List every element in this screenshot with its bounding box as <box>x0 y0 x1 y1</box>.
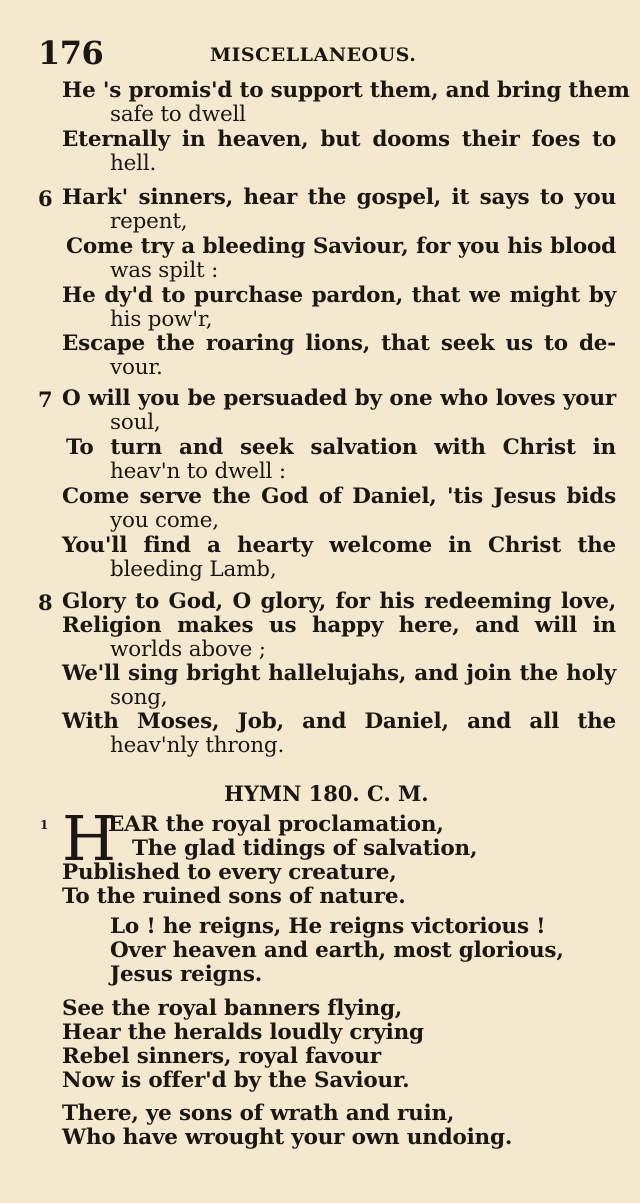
chorus-line: Over heaven and earth, most glorious, <box>110 938 564 963</box>
stanza-line: Published to every creature, <box>62 860 397 885</box>
verse-turnover: heav'n to dwell : <box>110 459 286 484</box>
verse-line: Come try a bleeding Saviour, for you his blood <box>66 234 616 259</box>
verse-turnover: soul, <box>110 410 161 435</box>
hymn-title: HYMN 180. C. M. <box>224 781 429 806</box>
verse-line: With Moses, Job, and Daniel, and all the <box>62 709 616 734</box>
drop-cap: H <box>62 802 117 875</box>
verse-turnover: his pow'r, <box>110 307 213 332</box>
verse-turnover: vour. <box>110 355 163 380</box>
page-number: 176 <box>38 34 104 72</box>
verse-turnover: safe to dwell <box>110 102 246 127</box>
verse-line: He 's promis'd to support them, and bring them <box>62 78 630 103</box>
verse-line: Glory to God, O glory, for his redeeming love, <box>62 589 616 614</box>
verse-line: Hark' sinners, hear the gospel, it says to you <box>62 185 616 210</box>
chorus-line: Lo ! he reigns, He reigns victorious ! <box>110 914 546 939</box>
stanza-line: Rebel sinners, royal favour <box>62 1044 381 1069</box>
stanza-line: Hear the heralds loudly crying <box>62 1020 424 1045</box>
verse-turnover: was spilt : <box>110 258 219 283</box>
verse-line: Come serve the God of Daniel, 'tis Jesus bids <box>62 484 616 509</box>
stanza-line: To the ruined sons of nature. <box>62 884 406 909</box>
stanza-line: EAR the royal proclamation, <box>108 812 444 837</box>
chorus-line: Jesus reigns. <box>110 962 263 987</box>
verse-line: Escape the roaring lions, that seek us to de- <box>62 331 616 356</box>
verse-number: 7 <box>38 387 53 412</box>
page-header <box>38 34 618 70</box>
verse-line: O will you be persuaded by one who loves your <box>62 386 616 411</box>
verse-number: 8 <box>38 590 53 615</box>
verse-turnover: bleeding Lamb, <box>110 557 277 582</box>
verse-turnover: worlds above ; <box>110 637 266 662</box>
verse-line: Religion makes us happy here, and will in <box>62 613 616 638</box>
stanza-line: See the royal banners flying, <box>62 996 403 1021</box>
verse-line: We'll sing bright hallelujahs, and join the holy <box>62 661 616 686</box>
verse-turnover: hell. <box>110 151 157 176</box>
verse-turnover: heav'nly throng. <box>110 733 285 758</box>
stanza-line: There, ye sons of wrath and ruin, <box>62 1101 455 1126</box>
verse-line: He dy'd to purchase pardon, that we might by <box>62 283 616 308</box>
verse-line: To turn and seek salvation with Christ in <box>66 435 616 460</box>
verse-line: Eternally in heaven, but dooms their foes to <box>62 127 616 152</box>
verse-turnover: song, <box>110 685 168 710</box>
verse-line: You'll find a hearty welcome in Christ the <box>62 533 616 558</box>
stanza-line: Who have wrought your own undoing. <box>62 1125 513 1150</box>
running-head: MISCELLANEOUS. <box>210 44 417 66</box>
verse-number: 6 <box>38 186 53 211</box>
stanza-line: The glad tidings of salvation, <box>132 836 478 861</box>
stanza-line: Now is offer'd by the Saviour. <box>62 1068 410 1093</box>
verse-marker: 1 <box>40 818 49 832</box>
verse-turnover: repent, <box>110 209 188 234</box>
verse-turnover: you come, <box>110 508 219 533</box>
